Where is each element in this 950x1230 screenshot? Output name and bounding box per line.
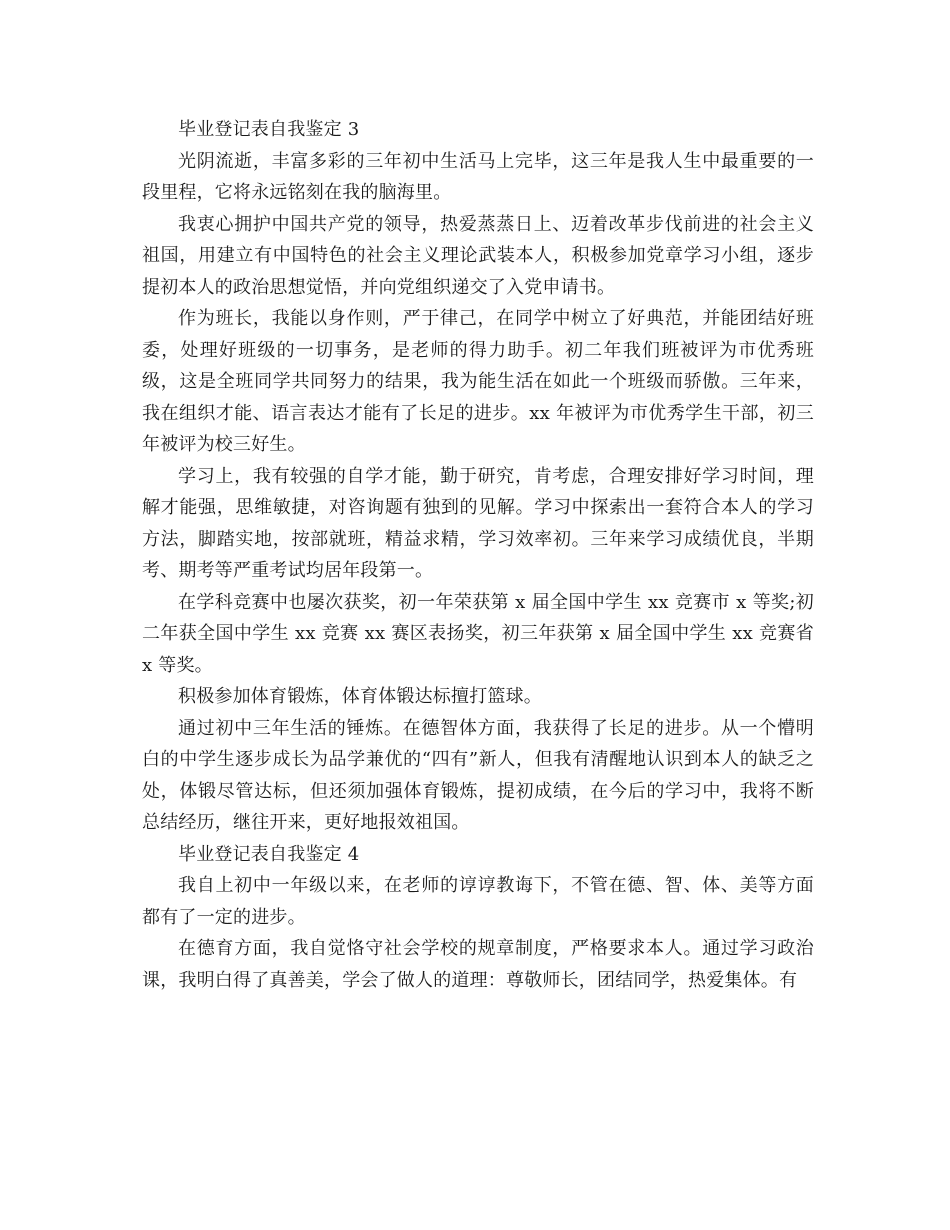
paragraph: 积极参加体育锻炼，体育体锻达标擅打篮球。 [178, 686, 542, 707]
section-heading-3: 毕业登记表自我鉴定 3 [178, 119, 360, 140]
section-heading-4: 毕业登记表自我鉴定 4 [178, 843, 360, 865]
paragraph: 我自上初中一年级以来，在老师的谆谆教诲下，不管在德、智、体、美等方面都有了一定的进步。 [142, 875, 814, 928]
paragraph: 光阴流逝，丰富多彩的三年初中生活马上完毕，这三年是我人生中最重要的一段里程，它将永远铭刻在我的脑海里。 [142, 150, 814, 203]
paragraph: 在德育方面，我自觉恪守社会学校的规章制度，严格要求本人。通过学习政治课，我明白得了真善美，学会了做人的道理：尊敬师长，团结同学，热爱集体。有 [142, 938, 814, 991]
document-body [142, 114, 814, 996]
paragraph: 作为班长，我能以身作则，严于律己，在同学中树立了好典范，并能团结好班委，处理好班级的一切事务，是老师的得力助手。初二年我们班被评为市优秀班级，这是全班同学共同努力的结果，我为能生活在如此一个班级而骄傲。三年来，我在组织才能、语言表达才能有了长足的进步。xx 年被评为市优秀学生干部，初三年被评为校三好生。 [142, 308, 814, 455]
paragraph: 学习上，我有较强的自学才能，勤于研究，肯考虑，合理安排好学习时间，理解才能强，思维敏捷，对咨询题有独到的见解。学习中探索出一套符合本人的学习方法，脚踏实地，按部就班，精益求精，学习效率初。三年来学习成绩优良，半期考、期考等严重考试均居年段第一。 [142, 465, 814, 581]
paragraph: 我衷心拥护中国共产党的领导，热爱蒸蒸日上、迈着改革步伐前进的社会主义祖国，用建立有中国特色的社会主义理论武装本人，积极参加党章学习小组，逐步提初本人的政治思想觉悟，并向党组织递交了入党申请书。 [142, 213, 814, 298]
paragraph: 通过初中三年生活的锤炼。在德智体方面，我获得了长足的进步。从一个懵明白的中学生逐步成长为品学兼优的“四有”新人，但我有清醒地认识到本人的缺乏之处，体锻尽管达标，但还须加强体育锻炼，提初成绩，在今后的学习中，我将不断总结经历，继往开来，更好地报效祖国。 [142, 717, 814, 833]
paragraph: 在学科竞赛中也屡次获奖，初一年荣获第 x 届全国中学生 xx 竞赛市 x 等奖;初二年获全国中学生 xx 竞赛 xx 赛区表扬奖，初三年获第 x 届全国中学生 xx 竞赛省 x 等奖。 [142, 591, 814, 676]
